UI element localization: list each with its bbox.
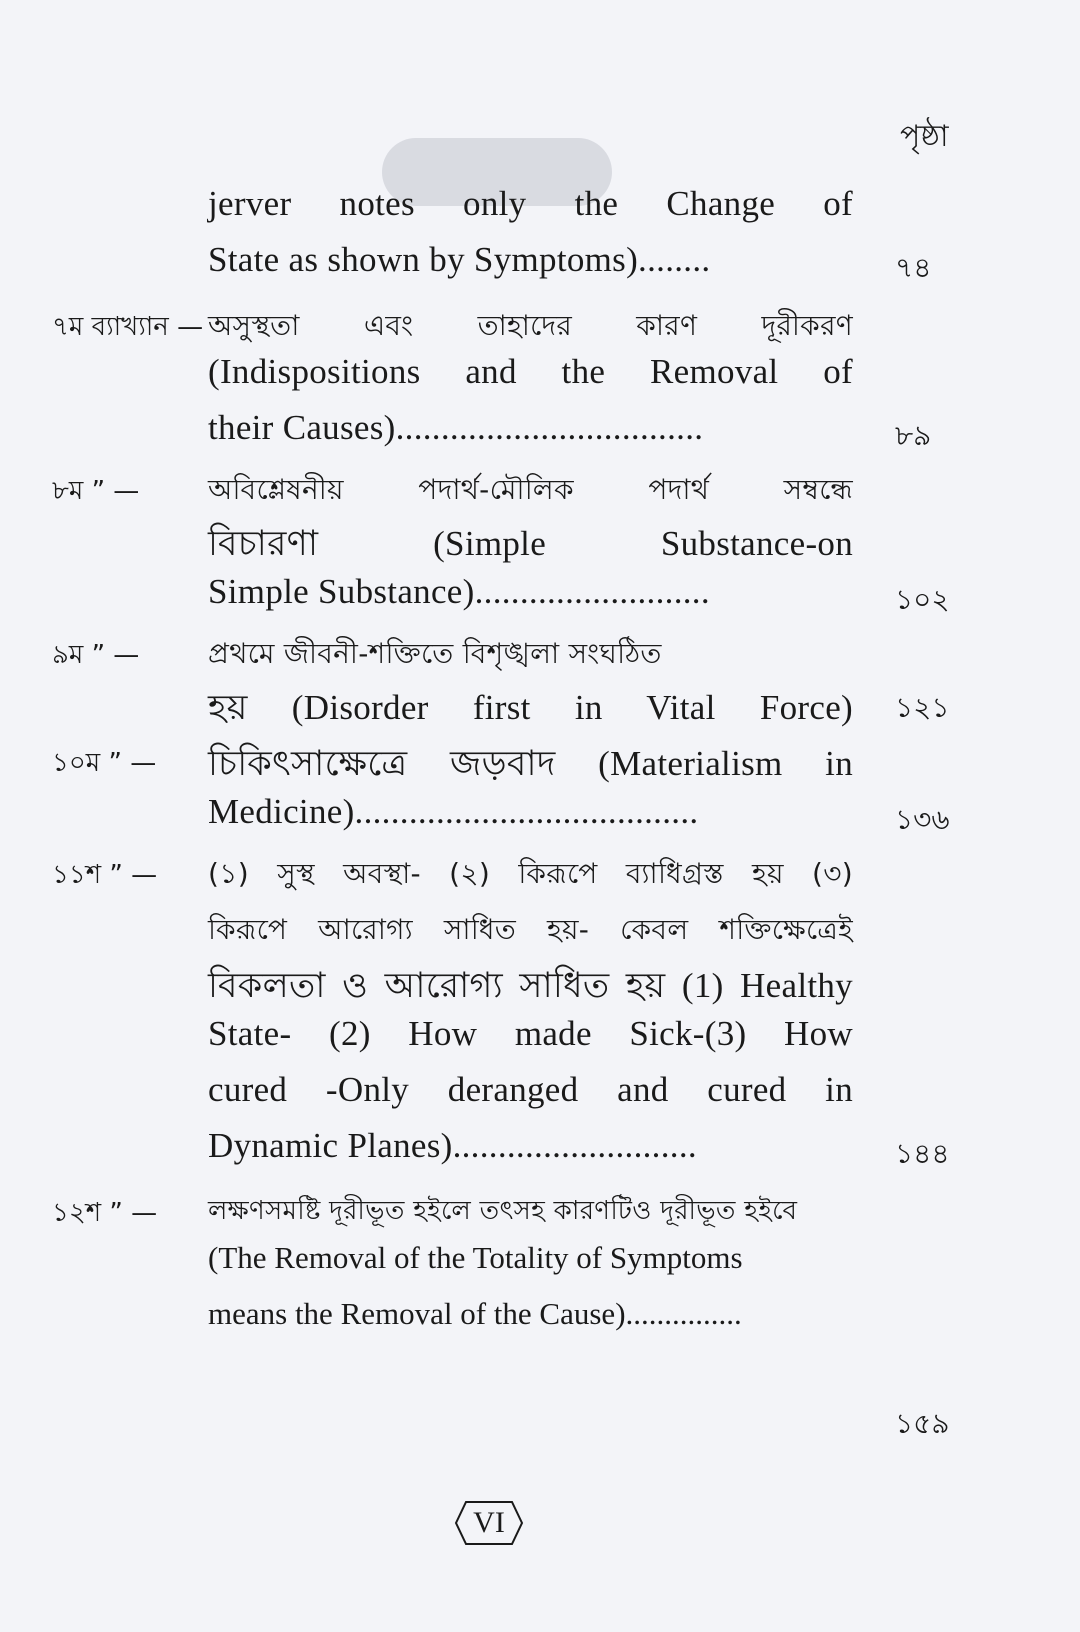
toc-entry-line: লক্ষণসমষ্টি দূরীভূত হইলে তৎসহ কারণটিও দূরীভূত হইবে — [208, 1196, 798, 1226]
toc-entry-line: কিরূপে আরোগ্য সাধিত হয়- কেবল শক্তিক্ষেত্রেই — [208, 913, 853, 946]
toc-lecture-number: ৮ম ” — — [52, 476, 140, 506]
toc-page-number: ১২১ — [895, 691, 950, 724]
toc-lecture-number: ১০ম ” — — [52, 748, 157, 778]
toc-page-number: ১৫৯ — [895, 1407, 950, 1440]
toc-entry-line: Simple Substance).......................... — [208, 572, 710, 611]
toc-entry-line: (The Removal of the Totality of Symptoms — [208, 1240, 743, 1275]
toc-entry-line: অবিশ্লেষনীয় পদার্থ-মৌলিক পদার্থ সম্বন্ধে — [208, 473, 853, 506]
toc-page-number: ১০২ — [895, 583, 950, 616]
toc-lecture-number: ১২শ ” — — [52, 1198, 158, 1228]
toc-page-number: ১৩৬ — [895, 803, 950, 836]
page-folio — [454, 1500, 524, 1546]
page-column-header: পৃষ্ঠা — [900, 119, 949, 154]
toc-page-number: ৭৪ — [895, 251, 932, 284]
folio-number: VI — [473, 1506, 505, 1539]
toc-entry-line: their Causes).................................. — [208, 408, 704, 447]
toc-entry-line: (Indispositions and the Removal of — [208, 352, 853, 391]
toc-entry-line: প্রথমে জীবনী-শক্তিতে বিশৃঙ্খলা সংঘঠিত — [208, 637, 662, 670]
toc-entry-line: (১) সুস্থ অবস্থা- (২) কিরূপে ব্যাধিগ্রস্ত হয় (৩) — [208, 857, 853, 890]
toc-entry-line: means the Removal of the Cause)............... — [208, 1296, 742, 1331]
toc-entry-line: বিকলতা ও আরোগ্য সাধিত হয় (1) Healthy — [208, 966, 853, 1005]
toc-entry-line: State- (2) How made Sick-(3) How — [208, 1014, 853, 1053]
toc-entry-line: চিকিৎসাক্ষেত্রে জড়বাদ (Materialism in — [208, 744, 853, 783]
toc-page-number: ৮৯ — [895, 419, 932, 452]
toc-entry-line: অসুস্থতা এবং তাহাদের কারণ দূরীকরণ — [208, 309, 853, 342]
toc-entry-line: cured -Only deranged and cured in — [208, 1070, 853, 1109]
toc-page-number: ১৪৪ — [895, 1137, 950, 1170]
toc-entry-line: State as shown by Symptoms)........ — [208, 240, 711, 279]
toc-entry-line: বিচারণা (Simple Substance-on — [208, 524, 853, 563]
toc-lecture-number: ১১শ ” — — [52, 860, 158, 890]
toc-entry-line: Medicine)...................................... — [208, 792, 699, 831]
toc-entry-line: Dynamic Planes)........................... — [208, 1126, 697, 1165]
toc-entry-line: jerver notes only the Change of — [208, 184, 853, 223]
toc-lecture-number: ৭ম ব্যাখ্যান — — [52, 312, 204, 342]
toc-entry-line: হয় (Disorder first in Vital Force) — [208, 688, 853, 727]
toc-lecture-number: ৯ম ” — — [52, 640, 140, 670]
